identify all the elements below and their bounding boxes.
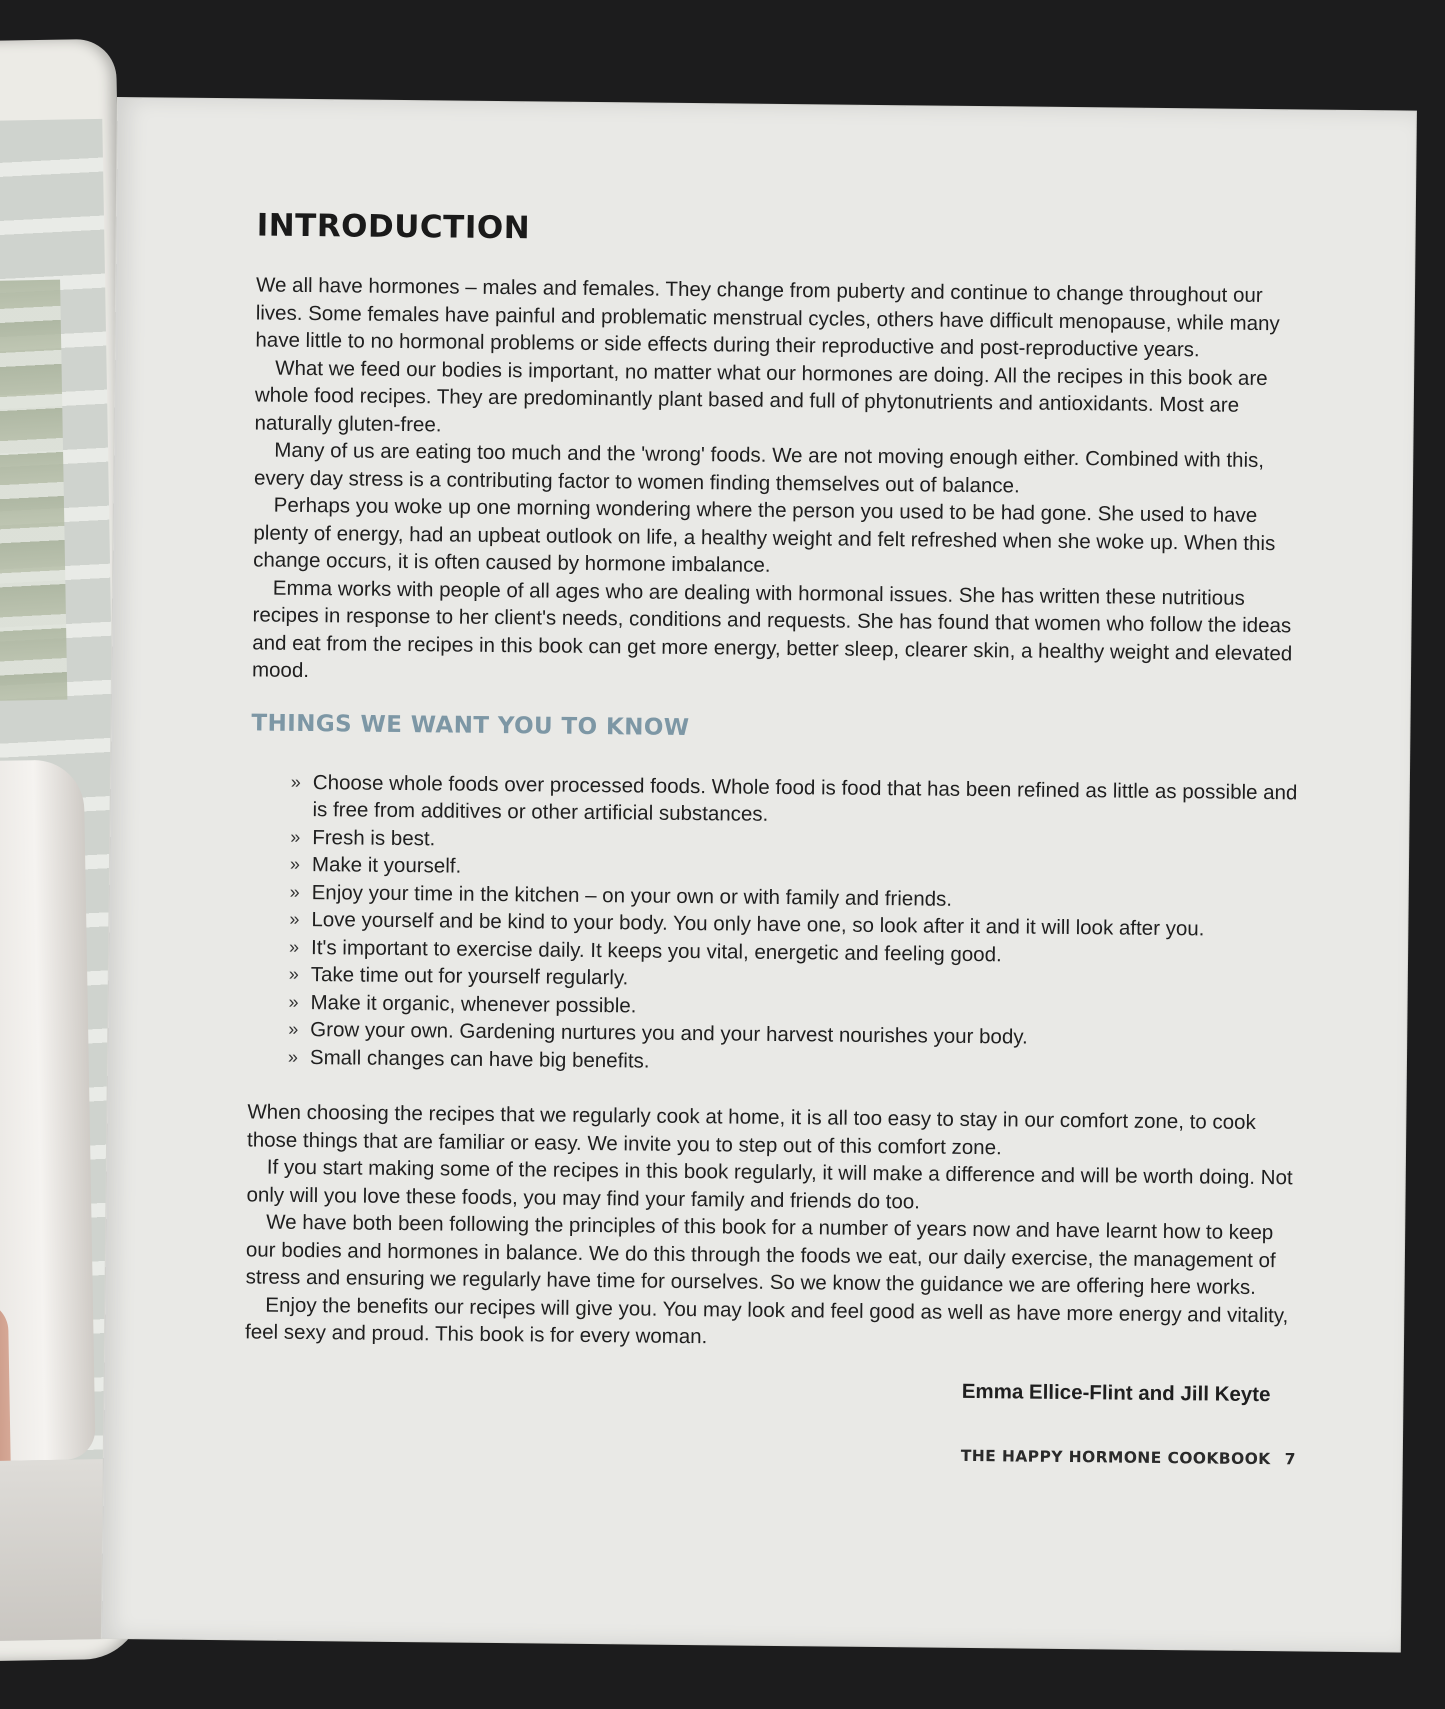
list-item-text: Choose whole foods over processed foods. Whole food is food that has been refined as little as possible and is free from additives or other artificial substances.: [312, 770, 1298, 826]
intro-paragraph: What we feed our bodies is important, no matter what our hormones are doing. All the recipes in this book are whole food recipes. They are predominantly plant based and full of phytonutrients and antioxidants. Most are naturally gluten-free.: [254, 356, 1268, 436]
closing-paragraph: Enjoy the benefits our recipes will give you. You may look and feel good as well as have more energy and vitality, feel sexy and proud. This book is for every woman.: [244, 1293, 1289, 1349]
bullet-icon: »: [290, 826, 301, 847]
page-number: 7: [1284, 1450, 1296, 1469]
intro-paragraph: We all have hormones – males and females. They change from puberty and continue to change throughout our lives. Some females have painful and problematic menstrual cycles, others have difficult menopause, while many have little to no hormonal problems or side effects during their reproductive and post-reproductive years.: [255, 273, 1280, 362]
bullet-icon: »: [288, 963, 299, 984]
list-item-text: Love yourself and be kind to your body. You only have one, so look after it and it will look after you.: [311, 908, 1205, 941]
bullet-icon: »: [287, 1046, 299, 1067]
intro-heading: INTRODUCTION: [256, 207, 531, 247]
things-heading: THINGS WE WANT YOU TO KNOW: [251, 709, 690, 741]
bullet-icon: »: [289, 881, 300, 902]
list-item-text: Enjoy your time in the kitchen – on your own or with family and friends.: [311, 880, 953, 911]
bullet-icon: »: [289, 936, 300, 957]
white-shirt: [0, 759, 96, 1461]
list-item-text: Take time out for yourself regularly.: [310, 963, 629, 990]
book-title: THE HAPPY HORMONE COOKBOOK: [960, 1446, 1271, 1469]
bullet-icon: »: [289, 853, 301, 874]
list-item-text: It's important to exercise daily. It keeps you vital, energetic and feeling good.: [310, 935, 1002, 966]
bullet-icon: »: [288, 991, 299, 1012]
list-item-text: Small changes can have big benefits.: [309, 1045, 650, 1073]
page-footer: [961, 1447, 1296, 1469]
list-item-text: Grow your own. Gardening nurtures you and your harvest nourishes your body.: [310, 1018, 1028, 1049]
book-page: [102, 98, 1416, 1652]
list-item-text: Fresh is best.: [312, 825, 436, 850]
window-foliage: [0, 280, 67, 702]
bullet-icon: »: [290, 771, 301, 792]
intro-paragraph: Perhaps you woke up one morning wondering where the person you used to be had gone. She used to have plenty of energy, had an upbeat outlook on life, a healthy weight and felt refreshed when she woke up. When this change occurs, it is often caused by hormone imbalance.: [253, 493, 1276, 577]
intro-paragraph: Emma works with people of all ages who are dealing with hormonal issues. She has written these nutritious recipes in response to her client's needs, conditions and requests. She has found that women who follow the ideas and eat from the recipes in this book can get more energy, better sleep, clearer skin, a healthy weight and elevated mood.: [251, 576, 1293, 683]
closing-paragraph: When choosing the recipes that we regularly cook at home, it is all too easy to stay in our comfort zone, to cook those things that are familiar or easy. We invite you to step out of this comfort zone.: [246, 1100, 1256, 1159]
list-item-text: Make it yourself.: [311, 853, 462, 878]
closing-paragraph: We have both been following the principles of this book for a number of years now and have learnt how to keep our bodies and hormones in balance. We do this through the foods we eat, our daily exercise, the management of stress and ensuring we regularly have time for ourselves. So we know the guidance we are offering here works.: [245, 1210, 1276, 1299]
intro-paragraph: Many of us are eating too much and the 'wrong' foods. We are not moving enough either. Combined with this, every day stress is a contributing factor to women finding themselves out of balance.: [253, 438, 1265, 497]
bullet-icon: »: [288, 1018, 299, 1039]
closing-paragraph: If you start making some of the recipes in this book regularly, it will make a difference and will be worth doing. Not only will you love these foods, you may find your family and friends do too.: [246, 1155, 1293, 1213]
things-list: [248, 768, 1301, 1081]
list-item-text: Make it organic, whenever possible.: [310, 990, 637, 1017]
bullet-icon: »: [289, 908, 300, 929]
page-content: [244, 207, 1306, 1406]
author-signature: Emma Ellice-Flint and Jill Keyte: [961, 1379, 1271, 1406]
